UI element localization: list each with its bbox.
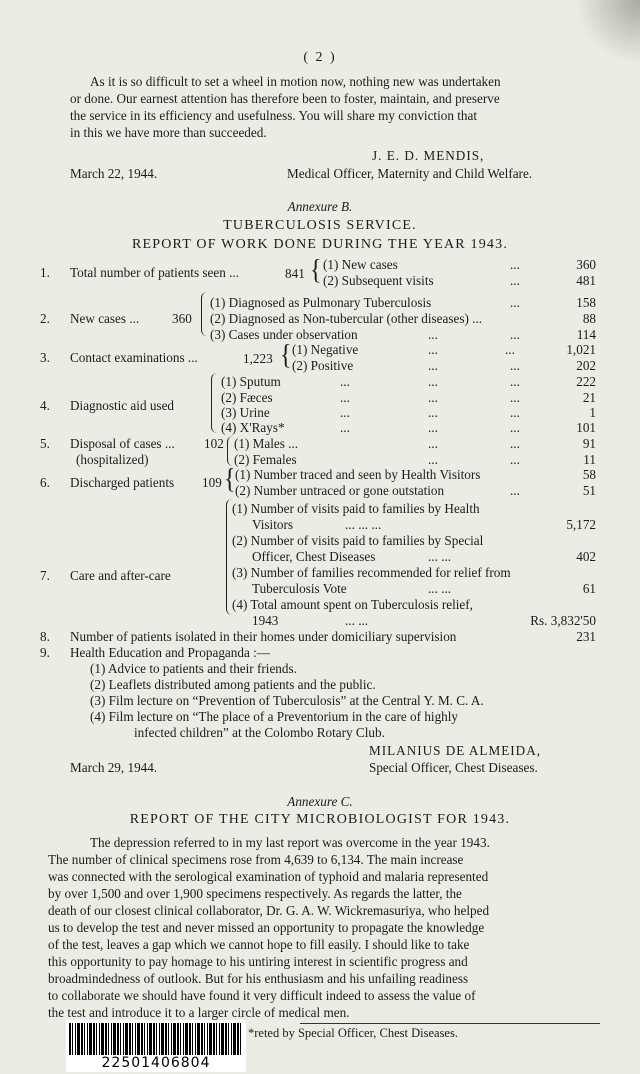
sub-item-cont: Officer, Chest Diseases bbox=[252, 549, 376, 564]
leader-dots: ... bbox=[510, 390, 520, 405]
value: 1,021 bbox=[566, 342, 596, 357]
sub-item: (2) Fæces bbox=[221, 390, 273, 405]
value: 51 bbox=[582, 483, 596, 498]
paragraph-line: The number of clinical specimens rose from 4,639 to 6,134. The main increase bbox=[48, 852, 464, 867]
signature-title: Medical Officer, Maternity and Child Welfare. bbox=[287, 166, 533, 181]
leader-dots: ... bbox=[340, 374, 350, 389]
leader-dots: ... bbox=[340, 390, 350, 405]
intro-line: As it is so difficult to set a wheel in motion now, nothing new was undertaken bbox=[90, 74, 501, 89]
sub-item: (2) Subsequent visits bbox=[323, 273, 434, 288]
item-label: Contact examinations ... bbox=[70, 350, 198, 365]
sub-item: (1) Diagnosed as Pulmonary Tuberculosis bbox=[210, 295, 432, 310]
sub-item: (1) Advice to patients and their friends. bbox=[90, 661, 297, 676]
sub-item: (3) Cases under observation bbox=[210, 327, 358, 342]
barcode-bars bbox=[69, 1023, 243, 1055]
leader-dots: ... bbox=[510, 405, 520, 420]
sub-item: (2) Number of visits paid to families by Special bbox=[232, 533, 484, 548]
sub-item: (1) Number traced and seen by Health Visitors bbox=[235, 467, 481, 482]
paragraph-line: broadmindedness of outlook. But for his enthusiasm and his unfailing readiness bbox=[48, 971, 469, 986]
item-number: 4. bbox=[40, 398, 50, 413]
brace: { bbox=[280, 339, 292, 371]
sub-item: (2) Positive bbox=[292, 358, 354, 373]
leader-dots: ... bbox=[510, 257, 520, 272]
item-label: Total number of patients seen ... bbox=[70, 265, 240, 280]
sub-item: (2) Leaflets distributed among patients and the public. bbox=[90, 677, 376, 692]
brace: { bbox=[310, 254, 322, 286]
leader-dots: ... bbox=[428, 420, 438, 435]
intro-line: or done. Our earnest attention has therefore been to foster, maintain, and preserve bbox=[70, 91, 500, 106]
value: 114 bbox=[576, 327, 596, 342]
sub-item: (1) New cases bbox=[323, 257, 398, 272]
value: 61 bbox=[582, 581, 596, 596]
leader-dots: ... bbox=[428, 327, 438, 342]
annexure-b-heading: Annexure B. bbox=[287, 199, 353, 214]
value: 21 bbox=[582, 390, 596, 405]
value: 5,172 bbox=[566, 517, 596, 532]
page-number: ( 2 ) bbox=[303, 50, 337, 65]
signature-date: March 22, 1944. bbox=[70, 166, 158, 181]
sub-item: (3) Number of families recommended for relief from bbox=[232, 565, 511, 580]
item-label: Number of patients isolated in their homes under domiciliary supervision bbox=[70, 629, 457, 644]
leader-dots: ... bbox=[428, 390, 438, 405]
leader-dots: ... bbox=[510, 374, 520, 389]
value: 481 bbox=[576, 273, 596, 288]
sub-item: (2) Females bbox=[234, 452, 297, 467]
value: 58 bbox=[582, 467, 596, 482]
paragraph-line: the test and introduce it to a larger circle of medical men. bbox=[48, 1005, 350, 1020]
leader-dots: ... bbox=[428, 342, 438, 357]
value: 11 bbox=[583, 452, 596, 467]
barcode-number: 22501406804 bbox=[101, 1055, 211, 1071]
item-number: 5. bbox=[40, 436, 50, 451]
sub-item: (4) Total amount spent on Tuberculosis relief, bbox=[232, 597, 473, 612]
leader-dots: ... bbox=[510, 273, 520, 288]
value: 158 bbox=[576, 295, 596, 310]
item-number: 9. bbox=[40, 645, 50, 660]
signature-name: J. E. D. MENDIS, bbox=[372, 148, 485, 163]
leader-dots: ... bbox=[510, 358, 520, 373]
item-label: Disposal of cases ... bbox=[70, 436, 175, 451]
leader-dots: ... bbox=[505, 342, 515, 357]
leader-dots: ... bbox=[340, 420, 350, 435]
value: 402 bbox=[576, 549, 596, 564]
sub-item: (3) Film lecture on “Prevention of Tuberculosis” at the Central Y. M. C. A. bbox=[90, 693, 484, 708]
item-total: 1,223 bbox=[243, 351, 273, 366]
signature-date: March 29, 1944. bbox=[70, 760, 158, 775]
value: 1 bbox=[589, 405, 596, 420]
value: 91 bbox=[582, 436, 596, 451]
brace bbox=[227, 436, 233, 466]
item-total: 102 bbox=[204, 436, 224, 451]
barcode-label bbox=[66, 1020, 246, 1072]
sub-item: (1) Negative bbox=[292, 342, 359, 357]
value: 231 bbox=[576, 629, 596, 644]
leader-dots: ... ... bbox=[345, 613, 369, 628]
leader-dots: ... bbox=[510, 327, 520, 342]
item-total: 109 bbox=[202, 475, 222, 490]
paragraph-line: by over 1,500 and over 1,900 specimens respectively. As regards the latter, the bbox=[48, 886, 462, 901]
value: Rs. 3,832'50 bbox=[530, 613, 596, 628]
sub-item: (4) Film lecture on “The place of a Preventorium in the care of highly bbox=[90, 709, 459, 724]
item-label: New cases ... bbox=[70, 311, 140, 326]
leader-dots: ... bbox=[340, 405, 350, 420]
leader-dots: ... ... ... bbox=[345, 517, 382, 532]
item-label: Discharged patients bbox=[70, 475, 175, 490]
sub-item-cont: 1943 bbox=[252, 613, 279, 628]
footnote: *reted by Special Officer, Chest Diseases. bbox=[248, 1026, 458, 1040]
leader-dots: ... bbox=[510, 452, 520, 467]
sub-item: (4) X'Rays* bbox=[221, 420, 285, 435]
paragraph-line: death of our closest clinical collaborator, Dr. G. A. W. Wickremasuriya, who helped bbox=[48, 903, 490, 918]
sub-item: (1) Sputum bbox=[221, 374, 281, 389]
item-total: 841 bbox=[285, 266, 305, 281]
item-number: 3. bbox=[40, 350, 50, 365]
value: 222 bbox=[576, 374, 596, 389]
item-number: 6. bbox=[40, 475, 50, 490]
value: 88 bbox=[582, 311, 596, 326]
intro-line: in this we have more than succeeded. bbox=[70, 125, 267, 140]
intro-line: the service in its efficiency and usefulness. You will share my conviction that bbox=[70, 108, 478, 123]
item-label: Diagnostic aid used bbox=[70, 398, 175, 413]
sub-item-cont: Visitors bbox=[252, 517, 293, 532]
signature-name: MILANIUS DE ALMEIDA, bbox=[369, 743, 542, 758]
leader-dots: ... bbox=[428, 358, 438, 373]
brace bbox=[201, 292, 207, 336]
signature-title: Special Officer, Chest Diseases. bbox=[369, 760, 538, 775]
annexure-c-title: REPORT OF THE CITY MICROBIOLOGIST FOR 1943. bbox=[129, 812, 511, 827]
item-number: 2. bbox=[40, 311, 50, 326]
paragraph-line: The depression referred to in my last report was overcome in the year 1943. bbox=[90, 835, 490, 850]
leader-dots: ... bbox=[510, 295, 520, 310]
item-label: Care and after-care bbox=[70, 568, 171, 583]
sub-item: (1) Number of visits paid to families by Health bbox=[232, 501, 480, 516]
sub-item: (2) Diagnosed as Non-tubercular (other diseases) ... bbox=[210, 311, 483, 326]
sub-item: (3) Urine bbox=[221, 405, 270, 420]
leader-dots: ... bbox=[510, 436, 520, 451]
leader-dots: ... bbox=[428, 405, 438, 420]
value: 360 bbox=[576, 257, 596, 272]
leader-dots: ... bbox=[428, 452, 438, 467]
value: 101 bbox=[576, 420, 596, 435]
footnote-rule bbox=[300, 1023, 600, 1024]
item-label-2: (hospitalized) bbox=[76, 452, 149, 467]
paragraph-line: this opportunity to pay homage to his untiring interest in scientific progress and bbox=[48, 954, 468, 969]
sub-item: (1) Males ... bbox=[234, 436, 299, 451]
leader-dots: ... ... bbox=[428, 549, 452, 564]
sub-item-cont: infected children” at the Colombo Rotary Club. bbox=[134, 725, 385, 740]
leader-dots: ... bbox=[428, 436, 438, 451]
annexure-b-title: TUBERCULOSIS SERVICE. bbox=[223, 218, 417, 233]
item-number: 8. bbox=[40, 629, 50, 644]
paragraph-line: was connected with the serological examination of typhoid and malaria represented bbox=[48, 869, 489, 884]
item-number: 1. bbox=[40, 265, 50, 280]
leader-dots: ... ... bbox=[428, 581, 452, 596]
paragraph-line: of the test, leaves a gap which we cannot hope to fill easily. I should like to take bbox=[48, 937, 470, 952]
value: 202 bbox=[576, 358, 596, 373]
leader-dots: ... bbox=[510, 420, 520, 435]
brace: { bbox=[224, 463, 236, 495]
leader-dots: ... bbox=[510, 483, 520, 498]
item-total: 360 bbox=[172, 311, 192, 326]
item-number: 7. bbox=[40, 568, 50, 583]
sub-item-cont: Tuberculosis Vote bbox=[252, 581, 347, 596]
paragraph-line: us to develop the test and never missed an opportunity to propagate the knowledge bbox=[48, 920, 485, 935]
leader-dots: ... bbox=[428, 374, 438, 389]
annexure-c-heading: Annexure C. bbox=[287, 794, 353, 809]
sub-item: (2) Number untraced or gone outstation bbox=[235, 483, 445, 498]
paragraph-line: to collaborate we should have found it very difficult indeed to assess the value of bbox=[48, 988, 476, 1003]
annexure-b-subtitle: REPORT OF WORK DONE DURING THE YEAR 1943. bbox=[131, 237, 509, 252]
brace bbox=[211, 373, 217, 433]
item-label: Health Education and Propaganda :— bbox=[70, 645, 270, 660]
